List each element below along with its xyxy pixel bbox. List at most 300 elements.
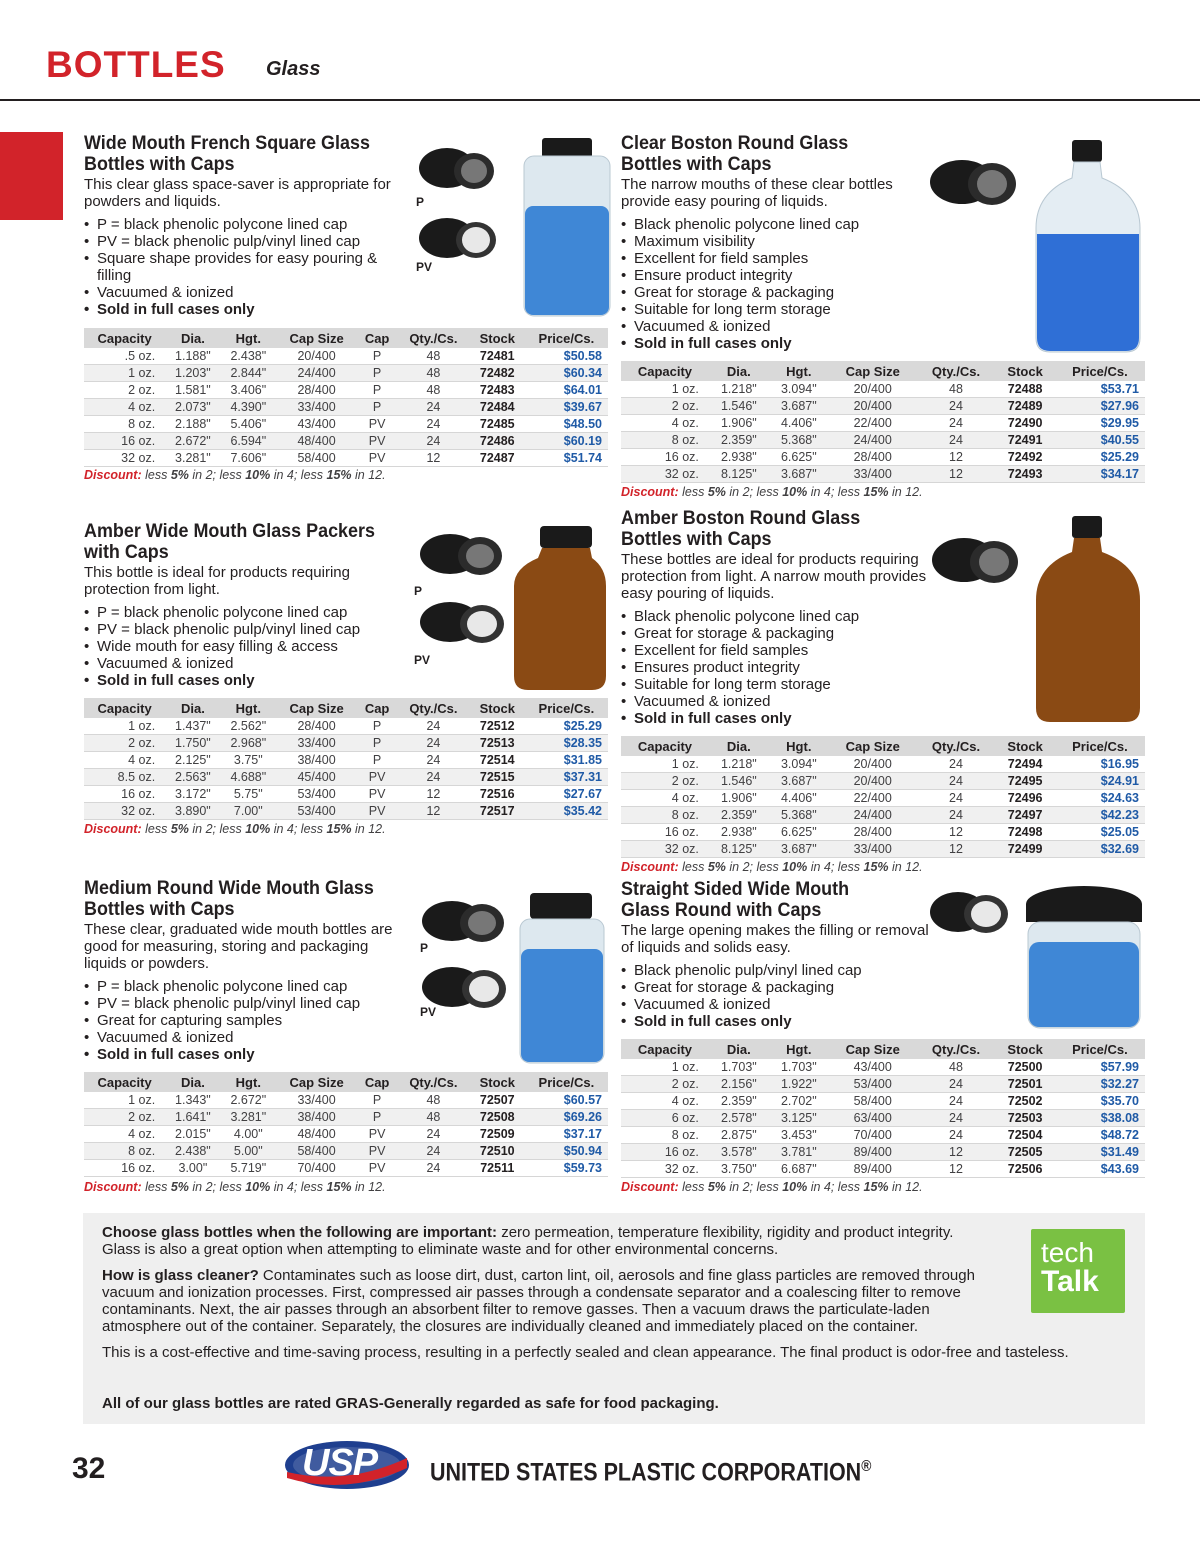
- table-cell: 72498: [1007, 825, 1043, 839]
- table-cell: $25.29: [563, 719, 602, 733]
- column-header: Price/Cs.: [525, 1072, 608, 1092]
- table-cell: 2 oz.: [84, 1109, 165, 1126]
- column-header: Stock: [470, 1072, 525, 1092]
- table-cell: 16 oz.: [664, 450, 699, 464]
- table-cell: 2.702": [780, 1094, 817, 1108]
- table-row: [84, 1126, 608, 1143]
- table-cell: 89/400: [853, 1162, 892, 1176]
- table-cell: $25.29: [1100, 450, 1139, 464]
- table-cell: 1.641": [165, 1109, 220, 1126]
- table-cell: 72500: [1007, 1060, 1043, 1074]
- table-cell: 32 oz.: [84, 803, 165, 820]
- table-cell: 72517: [470, 803, 525, 820]
- table-cell: 3.172": [175, 787, 211, 801]
- table-row: [621, 1127, 1145, 1144]
- discount-text: in 4; less: [807, 860, 864, 874]
- feature-item: • Sold in full cases only: [84, 672, 414, 689]
- section-description: This clear glass space-saver is appropriate for powders and liquids.: [84, 176, 391, 210]
- table-cell: 3.125": [769, 1110, 829, 1127]
- column-header: Qty./Cs.: [917, 1039, 996, 1059]
- table-cell: 38/400: [297, 753, 336, 767]
- table-cell: 1.922": [769, 1076, 829, 1093]
- discount-note: [84, 468, 386, 482]
- column-header: Stock: [470, 328, 525, 348]
- discount-text: less: [141, 1180, 171, 1194]
- section-description: The large opening makes the filling or removal of liquids and solids easy.: [621, 922, 929, 956]
- product-section: [621, 879, 931, 1030]
- table-cell: 4 oz.: [84, 399, 165, 416]
- table-cell: 2 oz.: [128, 383, 156, 397]
- section-title: Medium Round Wide Mouth Glass: [84, 877, 374, 899]
- table-cell: 45/400: [276, 769, 357, 786]
- section-title: with Caps: [84, 541, 169, 563]
- table-cell: 48/400: [276, 433, 357, 450]
- table-cell: 24/400: [829, 807, 917, 824]
- table-cell: 6.625": [780, 450, 817, 464]
- table-cell: 33/400: [276, 399, 357, 416]
- table-cell: $35.42: [525, 803, 608, 820]
- table-cell: 72481: [479, 349, 515, 363]
- column-header: Stock: [995, 1039, 1054, 1059]
- table-row: [84, 718, 608, 735]
- table-cell: $31.85: [563, 753, 602, 767]
- table-cell: $60.34: [525, 365, 608, 382]
- column-header: Qty./Cs.: [397, 1072, 470, 1092]
- table-row: [84, 365, 608, 382]
- product-image: [922, 138, 1146, 358]
- table-cell: 2.156": [709, 1076, 769, 1093]
- discount-text: Discount:: [84, 468, 142, 482]
- column-header: Price/Cs.: [1055, 361, 1145, 381]
- table-cell: $27.67: [563, 787, 602, 801]
- table-row: [84, 382, 608, 399]
- section-title: Clear Boston Round Glass: [621, 132, 849, 154]
- discount-text: less: [678, 1180, 708, 1194]
- column-header: Cap Size: [276, 328, 357, 348]
- table-row: [84, 786, 608, 803]
- table-cell: $25.05: [1100, 825, 1139, 839]
- header-rule: [0, 99, 1200, 101]
- section-description: These bottles are ideal for products requiring protection from light. A narrow mouth provides easy pouring of liquids.: [621, 551, 927, 602]
- table-row: [84, 416, 608, 433]
- table-cell: 33/400: [297, 1093, 336, 1107]
- table-cell: PV: [368, 1127, 386, 1141]
- table-cell: 48: [949, 1060, 963, 1074]
- table-cell: 1.218": [720, 757, 757, 771]
- table-cell: 72484: [470, 399, 525, 416]
- table-cell: 22/400: [853, 791, 892, 805]
- table-cell: 1.906": [720, 791, 757, 805]
- feature-item: • Vacuumed & ionized: [84, 1029, 414, 1046]
- table-row: [621, 1059, 1145, 1076]
- table-row: [621, 432, 1145, 449]
- discount-text: less: [141, 822, 171, 836]
- table-cell: $37.31: [525, 769, 608, 786]
- table-row: [84, 348, 608, 365]
- table-cell: 2.844": [221, 365, 276, 382]
- column-header: Stock: [995, 361, 1054, 381]
- section-title: Amber Wide Mouth Glass Packers: [84, 520, 375, 542]
- column-header: Hgt.: [769, 361, 829, 381]
- table-cell: 24: [426, 1161, 441, 1175]
- table-cell: 1.203": [165, 365, 220, 382]
- bottle-boston-amber-image: [922, 514, 1146, 724]
- table-row: [621, 841, 1145, 858]
- table-row: [84, 752, 608, 769]
- table-cell: 72502: [1007, 1094, 1043, 1108]
- table-cell: P: [357, 399, 397, 416]
- table-cell: 72486: [470, 433, 525, 450]
- column-header: Dia.: [165, 698, 220, 718]
- table-cell: 48: [426, 349, 441, 363]
- table-cell: 3.781": [769, 1144, 829, 1161]
- table-cell: P: [372, 349, 382, 363]
- table-row: [621, 790, 1145, 807]
- table-cell: 2.359": [720, 1094, 757, 1108]
- table-cell: 12: [397, 803, 470, 820]
- table-cell: 20/400: [297, 349, 336, 363]
- table-cell: 12: [949, 450, 963, 464]
- feature-item: • P = black phenolic polycone lined cap: [84, 978, 414, 995]
- column-header: Capacity: [84, 1072, 165, 1092]
- product-image: [922, 884, 1146, 1034]
- discount-text: in 2; less: [188, 1180, 246, 1194]
- table-cell: 48: [397, 365, 470, 382]
- table-row: [621, 807, 1145, 824]
- table-cell: 72503: [995, 1110, 1054, 1127]
- section-title: Straight Sided Wide Mouth: [621, 878, 850, 900]
- tech-paragraph-lead: Choose glass bottles when the following are important:: [102, 1224, 498, 1241]
- table-cell: 8.5 oz.: [84, 769, 165, 786]
- table-cell: 4.406": [780, 791, 817, 805]
- table-cell: $42.23: [1055, 807, 1145, 824]
- table-cell: 24: [426, 719, 441, 733]
- feature-item: • Excellent for field samples: [621, 250, 931, 267]
- discount-text: in 12.: [888, 860, 923, 874]
- table-cell: 12: [949, 825, 963, 839]
- product-section: [84, 878, 414, 1063]
- table-cell: 8.125": [709, 841, 769, 858]
- discount-text: 5%: [707, 860, 726, 874]
- table-cell: $53.71: [1100, 382, 1139, 396]
- table-cell: $38.08: [1055, 1110, 1145, 1127]
- feature-item: • Vacuumed & ionized: [84, 655, 414, 672]
- feature-item: • P = black phenolic polycone lined cap: [84, 604, 414, 621]
- discount-text: in 2; less: [188, 822, 246, 836]
- table-cell: 33/400: [829, 466, 917, 483]
- column-header: Capacity: [84, 698, 165, 718]
- table-cell: 89/400: [829, 1144, 917, 1161]
- table-cell: 24: [426, 417, 441, 431]
- bottle-boston-clear-image: [922, 138, 1146, 358]
- table-cell: 3.687": [769, 466, 829, 483]
- table-cell: 2 oz.: [84, 735, 165, 752]
- feature-item: • Suitable for long term storage: [621, 301, 931, 318]
- table-cell: 2.438": [230, 349, 267, 363]
- table-cell: 58/400: [297, 451, 336, 465]
- table-cell: 3.453": [780, 1128, 817, 1142]
- table-cell: 72499: [995, 841, 1054, 858]
- logo-text: USP: [302, 1442, 378, 1484]
- table-cell: $40.55: [1055, 432, 1145, 449]
- table-row: [621, 1093, 1145, 1110]
- table-cell: 38/400: [276, 1109, 357, 1126]
- table-row: [621, 466, 1145, 483]
- table-cell: 6.687": [780, 1162, 817, 1176]
- table-row: [84, 450, 608, 467]
- table-cell: P: [357, 365, 397, 382]
- table-cell: 4 oz.: [671, 416, 699, 430]
- table-cell: 2.875": [720, 1128, 757, 1142]
- table-cell: 2 oz.: [621, 773, 709, 790]
- table-cell: 12: [426, 451, 441, 465]
- discount-text: in 4; less: [807, 1180, 864, 1194]
- table-cell: 72501: [995, 1076, 1054, 1093]
- table-cell: 20/400: [829, 773, 917, 790]
- table-cell: 72496: [1007, 791, 1043, 805]
- section-title: Wide Mouth French Square Glass: [84, 132, 370, 154]
- table-cell: $31.49: [1055, 1144, 1145, 1161]
- table-cell: 72497: [995, 807, 1054, 824]
- tech-logo-text: tech: [1041, 1237, 1094, 1268]
- discount-text: in 12.: [888, 485, 923, 499]
- table-cell: 1.906": [720, 416, 757, 430]
- discount-text: 10%: [782, 1180, 808, 1194]
- table-cell: PV: [357, 803, 397, 820]
- discount-text: Discount:: [84, 822, 142, 836]
- table-cell: 24: [397, 1143, 470, 1160]
- page-number: 32: [72, 1452, 106, 1485]
- table-cell: 72516: [479, 787, 515, 801]
- table-cell: 48: [949, 382, 963, 396]
- table-cell: 1.188": [175, 349, 211, 363]
- table-cell: 24/400: [829, 432, 917, 449]
- tech-paragraph: All of our glass bottles are rated GRAS-Generally regarded as safe for food packaging.: [102, 1395, 719, 1412]
- cap-label-p: P: [414, 584, 423, 598]
- bottle-medium-round-image: [414, 891, 610, 1065]
- table-cell: 1 oz.: [84, 365, 165, 382]
- table-cell: $60.57: [563, 1093, 602, 1107]
- column-header: Capacity: [621, 1039, 709, 1059]
- table-cell: 24: [949, 1128, 963, 1142]
- table-cell: 72494: [1007, 757, 1043, 771]
- tech-paragraph-lead: How is glass cleaner?: [102, 1267, 259, 1284]
- page-subtitle: Glass: [266, 58, 321, 80]
- section-title: Bottles with Caps: [621, 153, 772, 175]
- table-cell: 2.938": [720, 450, 757, 464]
- section-title: Bottles with Caps: [621, 528, 772, 550]
- table-cell: P: [372, 719, 382, 733]
- product-section: [621, 508, 931, 727]
- table-cell: PV: [368, 417, 386, 431]
- section-title: Amber Boston Round Glass: [621, 507, 861, 529]
- product-section: [84, 521, 414, 689]
- feature-item: • Sold in full cases only: [621, 1013, 931, 1030]
- table-cell: 72505: [995, 1144, 1054, 1161]
- discount-text: in 2; less: [725, 485, 783, 499]
- column-header: Hgt.: [769, 736, 829, 756]
- table-cell: 4.00": [233, 1127, 263, 1141]
- discount-text: in 12.: [351, 468, 386, 482]
- table-cell: 1.546": [709, 398, 769, 415]
- column-header: Hgt.: [221, 328, 276, 348]
- table-cell: 12: [917, 466, 996, 483]
- table-cell: P: [372, 1093, 382, 1107]
- discount-text: 10%: [782, 860, 808, 874]
- table-cell: PV: [357, 769, 397, 786]
- feature-item: • Sold in full cases only: [621, 335, 931, 352]
- table-cell: $28.35: [525, 735, 608, 752]
- feature-item: • P = black phenolic polycone lined cap: [84, 216, 414, 233]
- table-row: [621, 1110, 1145, 1127]
- cap-label-p: P: [420, 941, 429, 955]
- feature-item: • Great for storage & packaging: [621, 625, 931, 642]
- column-header: Qty./Cs.: [397, 328, 470, 348]
- table-cell: 2.672": [230, 1093, 267, 1107]
- table-row: [84, 1143, 608, 1160]
- column-header: Qty./Cs.: [917, 736, 996, 756]
- column-header: Dia.: [709, 736, 769, 756]
- discount-text: in 2; less: [188, 468, 246, 482]
- cap-label-pv: PV: [414, 653, 431, 667]
- table-cell: 70/400: [297, 1161, 336, 1175]
- table-cell: 2.438": [165, 1143, 220, 1160]
- table-cell: PV: [357, 433, 397, 450]
- feature-item: • PV = black phenolic pulp/vinyl lined cap: [84, 233, 414, 250]
- discount-text: 15%: [326, 822, 352, 836]
- discount-note: [84, 822, 386, 836]
- usp-logo: [282, 1438, 412, 1492]
- column-header: Stock: [470, 698, 525, 718]
- discount-note: [621, 1180, 923, 1194]
- table-cell: 53/400: [297, 787, 336, 801]
- table-cell: 72490: [1007, 416, 1043, 430]
- discount-text: in 2; less: [725, 1180, 783, 1194]
- feature-item: • Wide mouth for easy filling & access: [84, 638, 414, 655]
- feature-item: • Maximum visibility: [621, 233, 931, 250]
- table-cell: 72492: [1007, 450, 1043, 464]
- table-cell: 16 oz.: [84, 433, 165, 450]
- feature-item: • Ensure product integrity: [621, 267, 931, 284]
- column-header: Cap Size: [829, 1039, 917, 1059]
- table-cell: 1.546": [709, 773, 769, 790]
- table-cell: 1.581": [175, 383, 211, 397]
- table-cell: 7.00": [221, 803, 276, 820]
- product-image: [412, 136, 622, 328]
- feature-item: • PV = black phenolic pulp/vinyl lined cap: [84, 995, 414, 1012]
- table-cell: 3.578": [709, 1144, 769, 1161]
- table-cell: 1.218": [720, 382, 757, 396]
- red-tab-marker: [0, 132, 63, 220]
- table-cell: 6.594": [221, 433, 276, 450]
- column-header: Cap Size: [829, 736, 917, 756]
- table-cell: 1.343": [175, 1093, 211, 1107]
- table-cell: 72489: [995, 398, 1054, 415]
- discount-text: in 12.: [888, 1180, 923, 1194]
- table-cell: $51.74: [563, 451, 602, 465]
- table-cell: 12: [917, 841, 996, 858]
- cap-label-pv: PV: [420, 1005, 437, 1019]
- table-cell: 1.750": [165, 735, 220, 752]
- table-cell: 4 oz.: [671, 791, 699, 805]
- table-cell: 1.703": [720, 1060, 757, 1074]
- table-cell: 3.750": [720, 1162, 757, 1176]
- spec-table: [621, 1039, 1145, 1178]
- table-cell: 2 oz.: [621, 398, 709, 415]
- section-title: Bottles with Caps: [84, 153, 235, 175]
- table-cell: 2.188": [175, 417, 211, 431]
- table-row: [84, 769, 608, 786]
- table-cell: 4.688": [221, 769, 276, 786]
- table-cell: 3.281": [175, 451, 211, 465]
- discount-text: 5%: [170, 1180, 189, 1194]
- product-image: [922, 514, 1146, 724]
- table-cell: 24: [949, 791, 963, 805]
- table-cell: 2.578": [709, 1110, 769, 1127]
- feature-item: • Black phenolic pulp/vinyl lined cap: [621, 962, 931, 979]
- table-cell: 72504: [1007, 1128, 1043, 1142]
- table-row: [621, 398, 1145, 415]
- table-cell: 72488: [1007, 382, 1043, 396]
- table-cell: 3.094": [780, 382, 817, 396]
- table-cell: 72513: [470, 735, 525, 752]
- table-cell: 72487: [479, 451, 515, 465]
- feature-item: • Vacuumed & ionized: [621, 318, 931, 335]
- table-cell: 28/400: [853, 450, 892, 464]
- table-cell: 24: [949, 416, 963, 430]
- table-cell: 12: [426, 787, 441, 801]
- table-cell: 2.015": [175, 1127, 211, 1141]
- table-cell: 1 oz.: [671, 1060, 699, 1074]
- table-cell: 72508: [470, 1109, 525, 1126]
- table-cell: 72512: [479, 719, 515, 733]
- table-cell: 24: [917, 432, 996, 449]
- column-header: Hgt.: [221, 1072, 276, 1092]
- table-cell: 5.719": [230, 1161, 267, 1175]
- table-cell: 16 oz.: [664, 825, 699, 839]
- table-cell: 1.703": [780, 1060, 817, 1074]
- discount-text: in 4; less: [270, 468, 327, 482]
- table-row: [84, 803, 608, 820]
- table-cell: $50.94: [525, 1143, 608, 1160]
- discount-text: 10%: [782, 485, 808, 499]
- table-cell: 8 oz.: [128, 417, 156, 431]
- feature-list: [84, 604, 414, 689]
- section-description: The narrow mouths of these clear bottles provide easy pouring of liquids.: [621, 176, 893, 210]
- table-cell: 72483: [479, 383, 515, 397]
- bottle-straight-sided-image: [922, 884, 1146, 1034]
- table-row: [84, 1109, 608, 1126]
- table-cell: 1.437": [175, 719, 211, 733]
- company-name: [430, 1458, 871, 1487]
- discount-text: Discount:: [84, 1180, 142, 1194]
- table-cell: 48: [426, 383, 441, 397]
- column-header: Cap: [357, 1072, 397, 1092]
- table-cell: 24: [949, 1094, 963, 1108]
- table-cell: PV: [357, 1143, 397, 1160]
- column-header: Dia.: [709, 1039, 769, 1059]
- feature-item: • Ensures product integrity: [621, 659, 931, 676]
- table-cell: 24: [397, 433, 470, 450]
- table-cell: 2.562": [230, 719, 267, 733]
- table-cell: 1 oz.: [128, 719, 156, 733]
- table-cell: 2.938": [720, 825, 757, 839]
- table-row: [84, 1092, 608, 1109]
- discount-text: 15%: [326, 1180, 352, 1194]
- discount-text: in 4; less: [270, 822, 327, 836]
- discount-note: [621, 860, 923, 874]
- table-cell: 3.00": [178, 1161, 208, 1175]
